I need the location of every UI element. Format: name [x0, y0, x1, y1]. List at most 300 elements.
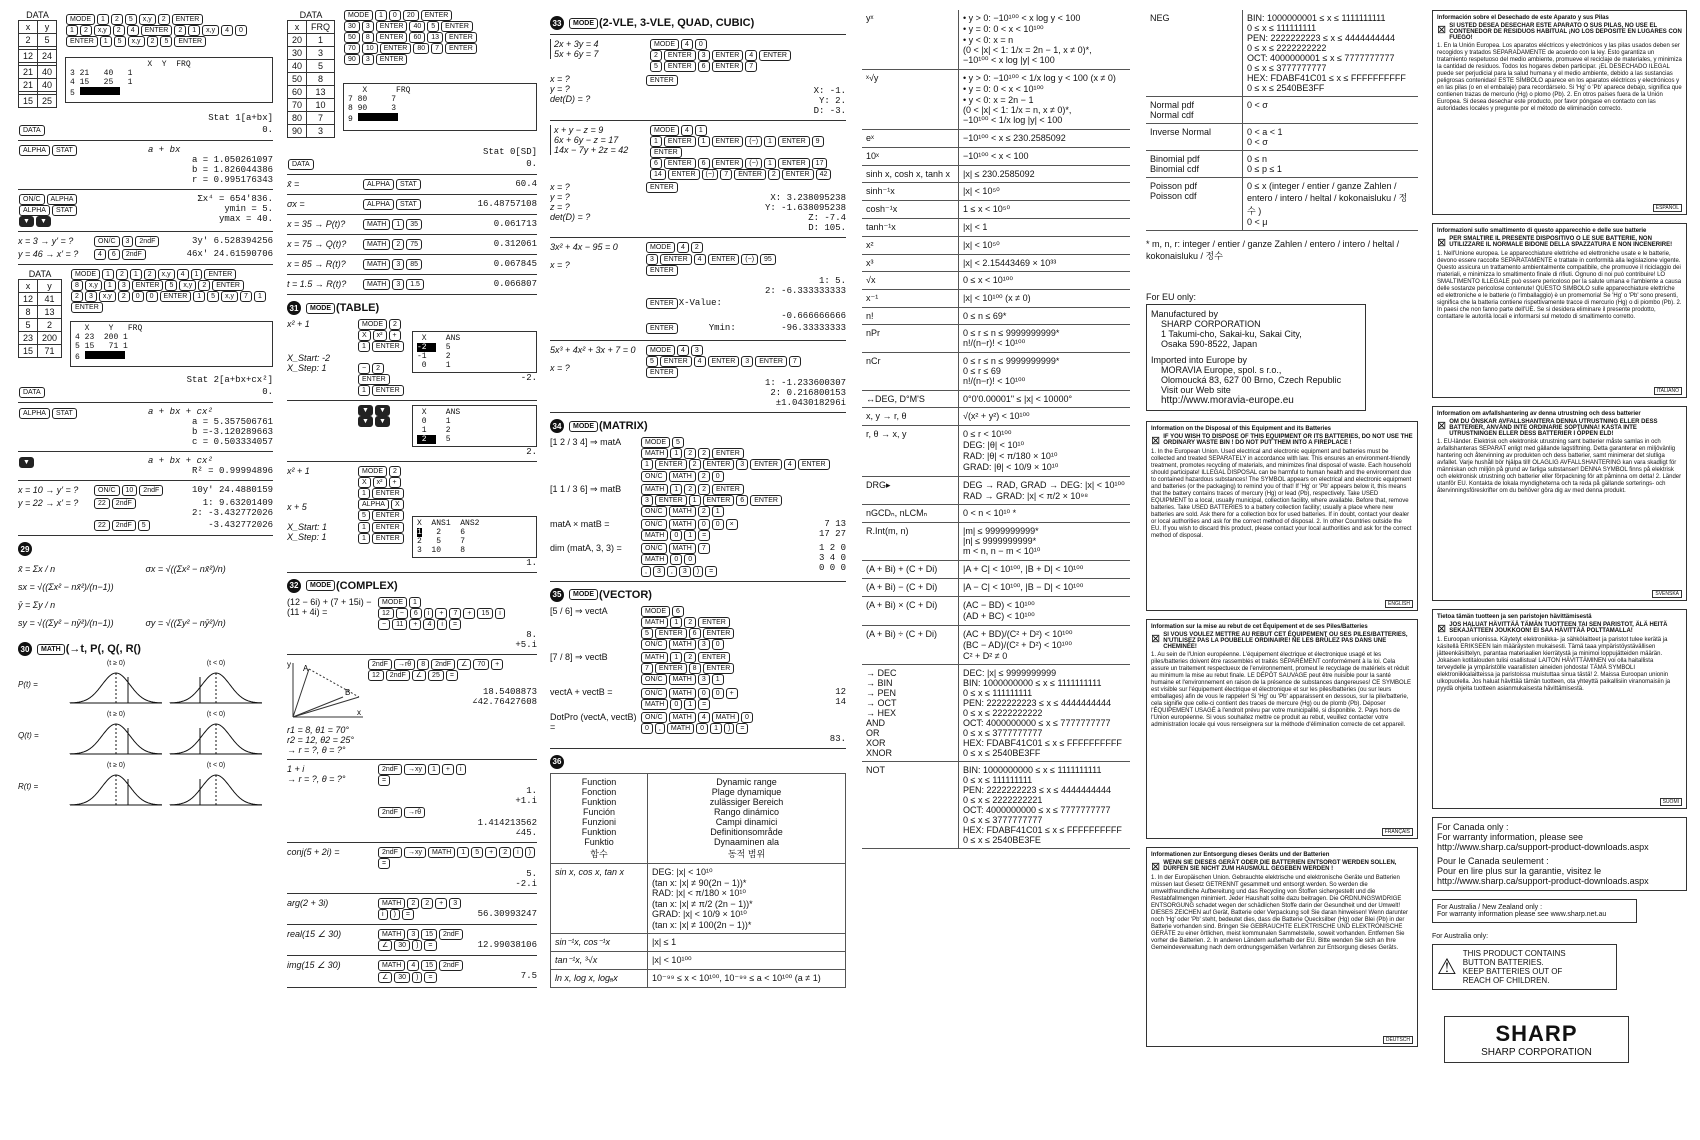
- table-cell: 60: [288, 86, 307, 99]
- function-cell: tan⁻¹x, ³√x: [551, 951, 648, 969]
- col-header: x: [19, 21, 38, 34]
- eq3: x + y − z = 9: [554, 124, 604, 135]
- table-row: [19, 345, 62, 358]
- range-cell: 0 ≤ x < 10¹⁰⁰: [959, 272, 1131, 290]
- table-cell: 21: [19, 79, 38, 92]
- function-header: Function Fonction Funktion Función Funzioni Funktion Funktio 함수: [551, 773, 648, 863]
- range-row: [862, 391, 1130, 408]
- notice-title: Information om avfallshantering av denna utrustning och dess batterier: [1437, 411, 1641, 417]
- table-row: [19, 34, 57, 47]
- function-cell: Normal pdf Normal cdf: [1146, 97, 1243, 124]
- table-cell: 20: [288, 34, 307, 47]
- range-table-col4: [862, 10, 1130, 849]
- batt-line2: BUTTON BATTERIES.: [1462, 958, 1544, 967]
- cubic-eq: 5x³ + 4x² + 3x + 7 = 0: [550, 344, 636, 355]
- data-header-3: DATA: [299, 10, 323, 20]
- polar-diagram: [287, 659, 365, 723]
- eu-only-label: For EU only:: [1146, 292, 1197, 302]
- column-2: DATA x FRQ 20 1 30 3 40 5 50 8 60 13 70 10 80 7 90 3 MODE 1 0 20 ENTER 30 3 ENTER 40 5 ENTER 50 8 ENTER 60 13 ENTER 70 10 ENTER 80 7 ENTER 90 3 ENTER X FRQ 7 80 7 8 90 3 9 Stat 0[SD] DATA 0. x̄ = ALPHA STAT 60.4 σx = ALPHA STAT 16.48757108 x = 35 → P(t)? MATH 1 35 0.061713 x = 75 → Q(t)? MATH 2 75 0.312061 x = 85 → R(t)? MATH 3 85 0.067845 t = 1.5 → R(t)? MATH 3 1.5 0.066807 31 MODE (TABLE) x² + 1 X_Start: -2 X_Step: 1 MODE 2 X x² + 1 ENTER − 2ENTER 1 ENTER X ANS -2 5 -1 2 0 1 -2. ▼ ▼ ▼ ▼ X ANS 0 1 1 2 2 5 2. x² + 1 x + 5 X_Start: 1 X_Step: 1 MODE 2 X x² + 1 ENTER ALPHA X 5 ENTER 1 ENTER 1 ENTER X ANS1 ANS2 1 2 6 2 5 7 3 10 8 1. 32 MODE (COMPLEX) (12 − 6i) + (7 + 15i) − (11 + 4i) = MODE 1 12 − 6 i + 7 + 15 i − 11 + 4 i = 8. +5.i A B x y r1 = 8, θ1 = 70° r2 = 12, θ2 = 25° → r = ?, θ = ?° 2ndF →rθ 8 2ndF ∠ 70 + 12 2ndF ∠ 25 = 18.5408873 ∠42.76427608 1 + i → r = ?, θ = ?° 2ndF →xy 1 + i = 1. +1.i 2ndF →rθ 1.414213562 ∠45. conj(5 + 2i) = 2ndF →xy MATH 1 5 + 2 i )= 5. -2.i arg(2 + 3i) MATH 2 2 + 3 i ) = 56.30993247 real(15 ∠ 30) MATH 3 15 2ndF ∠ 30 ) = 12.99038106 img(15 ∠ 30) MATH 4 15 2ndF ∠ 30 ) = 7.5: [287, 10, 537, 1135]
- canada-title-fr: Pour le Canada seulement :: [1437, 856, 1549, 866]
- function-cell: nGCDₙ, nLCMₙ: [862, 505, 959, 523]
- table-screen-3: X ANS1 ANS2 1 2 6 2 5 7 3 10 8: [412, 516, 537, 558]
- language-tag: ENGLISH: [1385, 600, 1413, 608]
- eq4: 6x + 6y − z = 17: [554, 134, 619, 145]
- section-32-number: 32: [287, 579, 301, 593]
- function-cell: NOT: [862, 762, 959, 849]
- eq-result: X: -1.: [813, 85, 846, 96]
- table-row: [288, 125, 335, 138]
- sharp-logo: SHARP: [1495, 1021, 1578, 1046]
- function-cell: x⁻¹: [862, 290, 959, 308]
- function-cell: yˣ: [862, 10, 959, 70]
- svg-text:B: B: [345, 688, 351, 698]
- range-row: [862, 237, 1130, 255]
- notice-warning-text: WENN SIE DIESES GERÄT ODER DIE BATTERIEN ENTSORGT WERDEN SOLLEN, DÜRFEN SIE NICHT ZUM HAUSMÜLL GEGEBEN WERDEN !: [1163, 860, 1397, 872]
- range-cell: 1 ≤ x < 10⁵⁰: [959, 201, 1131, 219]
- quad-question: x = ?: [550, 260, 570, 271]
- cubic-r2: 2: 0.216800153: [770, 388, 846, 398]
- quad-r1: 1: 5.: [818, 275, 846, 286]
- notice-warning: [1437, 23, 1682, 41]
- curve-row: [18, 762, 273, 811]
- arg-label: arg(2 + 3i): [287, 897, 329, 908]
- stat2-keys: MODE 1 2 1 2 x,y 4 1 ENTER 8 x,y 1 3 ENTER 5 x,y 2 ENTER 2 3 x,y 2 0 0 ENTER 1 5 x,y 7 1ENTER: [70, 269, 273, 313]
- y46-result: 46x' 24.61590706: [186, 249, 273, 260]
- abx-r: r = 0.995176343: [191, 175, 273, 185]
- eq3-result: Y: -1.638095238: [764, 203, 846, 214]
- complex-3-r2: +1.i: [515, 796, 537, 807]
- table-cell: 90: [288, 125, 307, 138]
- function-cell: tanh⁻¹x: [862, 219, 959, 237]
- section-29-number: 29: [18, 542, 32, 556]
- function-cell: ↔DEG, D°M'S: [862, 391, 959, 408]
- range-row: [551, 933, 846, 951]
- complex-3-r1: 1.: [526, 786, 537, 797]
- au-line: For warranty information please see www.sharp.net.au: [1437, 911, 1607, 918]
- range-row: [862, 70, 1130, 130]
- range-row: [862, 426, 1130, 477]
- mat-a-label: ⇒ matA: [590, 437, 622, 447]
- col-header: x: [288, 21, 307, 34]
- conj-r2: -2.i: [515, 878, 537, 889]
- function-cell: x²: [862, 237, 959, 255]
- crossed-bin-icon: ⊠: [1437, 24, 1447, 36]
- range-row: [1146, 151, 1418, 178]
- normal-curve: [68, 769, 164, 809]
- y22-label: y = 22 → x' = ?: [18, 498, 79, 509]
- canada-line-fr: Pour en lire plus sur la garantie, visitez le: [1437, 866, 1602, 876]
- notice-title: Tietoa tämän tuotteen ja sen paristojen hävittämisestä: [1437, 614, 1592, 620]
- dotpro-label: DotPro (vectA, vectB) =: [550, 711, 637, 732]
- canada-link-en[interactable]: http://www.sharp.ca/support-product-downloads.aspx: [1437, 842, 1649, 852]
- curve-panel: [66, 762, 166, 811]
- notice-warning: [1437, 236, 1682, 249]
- table-cell: 80: [288, 112, 307, 125]
- y22-r1: 1: 9.63201409: [202, 498, 273, 509]
- curve-label: P(t) =: [18, 680, 38, 690]
- table-header-row: [288, 21, 335, 34]
- quad-r2: 2: -6.333333333: [764, 285, 846, 296]
- notice-body: 1. In the European Union. Used electrical and electronic equipment and batteries must be collected and treated SEPARATELY in accordance with law. This ensures an environment-friendly treatment, promotes recycling of materials, and minimizes final disposal of waste. Each household should participate! ILLEGAL DISPOSAL can be harmful to human health and the environment due to contained hazardous substances! The SYMBOL appears on electrical and electronic equipment and batteries (or the packaging) to remind you of that! If 'Hg' or 'Pb' appears below it, this means that the battery contains traces of mercury (Hg) or lead (Pb), respectively. Take USED EQUIPMENT to a local, usually municipal, collection facility, where available. Before that, remove batteries. Take USED BATTERIES to a battery collection facility; usually a place where new batteries are sold. Ask there for a collection box for used batteries. If in doubt, contact your dealer or local authorities and ask for the correct method of disposal. 2. In other Countries outside the EU. If you wish to discard this product, please contact your local authorities and ask for the correct method of disposal.: [1151, 449, 1412, 539]
- y46-label: y = 46 → x' = ?: [18, 249, 79, 260]
- x10-result: 10y' 24.4880159: [191, 485, 273, 496]
- function-cell: (A + Bi) ÷ (C + Di): [862, 626, 959, 665]
- table-cell: 70: [288, 99, 307, 112]
- notice-body: 1. In der Europäischen Union. Gebrauchte elektrische und elektronische Geräte und Batterien müssen laut Gesetz GETRENNT gesammelt und entsorgt werden. So werden die umweltfreundliche Aufbereitung und das Recycling von Stoffen sichergestellt und die Restabfallmengen minimiert. Jeder Haushalt sollte dazu beitragen. Die ORDNUNGSWIDRIGE ENTSORGUNG schadet wegen der schädlichen Stoffe darin der Gesundheit und der Umwelt! DIESES ZEICHEN auf Gerät, Batterie oder Verpackung soll Sie daran hinweisen! Wenn darunter noch 'Hg' oder 'Pb' steht, bedeutet dies, dass die Batterie Quecksilber (Hg) oder Blei (Pb) in der Batterie vorhanden sind. Bringen Sie GEBRAUCHTE ELEKTRISCHE UND ELEKTRONISCHE GERÄTE zu einer örtlichen, meist kommunalen Sammelstelle, soweit vorhanden. Entfernen Sie vorher die Batterien. 2. In anderen Ländern außerhalb der EU. Bitte wenden Sie sich an Ihre Gemeindeverwaltung nach dem ordnungsgemäßen Verfahren zur Entsorgung dieses Geräts.: [1151, 875, 1409, 951]
- section-30-number: 30: [18, 642, 32, 656]
- frq-data-table: [287, 10, 335, 157]
- quad-ymin-label: Ymin:: [708, 322, 736, 333]
- table-cell: 40: [288, 60, 307, 73]
- col-header: y: [38, 280, 62, 293]
- curve-panel: [166, 660, 266, 709]
- curve-panel: [166, 711, 266, 760]
- function-cell: Poisson pdf Poisson cdf: [1146, 178, 1243, 231]
- range-row: [862, 523, 1130, 561]
- curve-row: [18, 711, 273, 760]
- table-cell: 13: [38, 306, 62, 319]
- section-30-title: (→t, P(, Q(, R(): [65, 643, 141, 656]
- range-row: [1146, 10, 1418, 97]
- data-header: DATA: [26, 10, 49, 20]
- disposal-notice: [1432, 609, 1687, 809]
- section-31-number: 31: [287, 301, 301, 315]
- svg-text:y: y: [287, 660, 291, 670]
- quad-xvalue: -0.666666666: [781, 310, 846, 321]
- sum-x4: Σx⁴ = 654'836.: [197, 194, 273, 204]
- curve-caption: (t ≥ 0): [106, 660, 126, 668]
- range-row: [862, 626, 1130, 665]
- formula-sx: sx = √((Σx² − nx̄²)/(n−1)): [18, 582, 114, 593]
- range-row: [1146, 97, 1418, 124]
- p35-label: x = 35 → P(t)?: [287, 219, 346, 229]
- battery-warning-box: [1432, 944, 1617, 990]
- complex-3-r3: 1.414213562: [477, 817, 537, 828]
- eq3-question: x = ?: [550, 182, 570, 193]
- range-row: [862, 597, 1130, 626]
- eq-question: x = ?: [550, 74, 570, 85]
- function-cell: NEG: [1146, 10, 1243, 97]
- curve-caption: (t < 0): [206, 762, 226, 770]
- notice-title: Information on the Disposal of this Equipment and its Batteries: [1151, 426, 1332, 432]
- stat2-screen: X Y FRQ 4 23 200 1 5 15 71 1 6: [70, 321, 273, 367]
- dim-row: 3 4 0: [818, 553, 846, 564]
- eq2: 5x + 6y = 7: [554, 49, 599, 59]
- range-table-36: [550, 773, 846, 988]
- table-row: [288, 34, 335, 47]
- p35-value: 0.061713: [493, 219, 537, 229]
- notice-title: Informazioni sullo smaltimento di questo apparecchio e delle sue batterie: [1437, 228, 1647, 234]
- r85-value: 0.067845: [493, 259, 537, 269]
- column-3: 33 MODE (2-VLE, 3-VLE, QUAD, CUBIC) 2x + 3y = 4 5x + 6y = 7 MODE 4 0 2 ENTER 3 ENTER 4 ENTER 5 ENTER 6 ENTER 7 x = ? y = ? det(D) = ? ENTER X: -1. Y: 2. D: -3. x + y − z = 9 6x + 6y − z = 17 14x − 7y + 2z = 42 MODE 4 1 1 ENTER 1 ENTER (−) 1 ENTER 9ENTER 6 ENTER 6 ENTER (−) 1 ENTER 17 14 ENTER (−) 7 ENTER 2 ENTER 42 x = ? y = ? z = ? det(D) = ? ENTER X: 3.238095238 Y: -1.638095238 Z: -7.4 D: 105. 3x² + 4x − 95 = 0 x = ? MODE 4 2 3 ENTER 4 ENTER (−) 95 ENTER 1: 5. 2: -6.333333333 ENTER X-Value: -0.666666666 ENTER Ymin: -96.33333333 5x³ + 4x² + 3x + 7 = 0 x = ? MODE 4 3 5 ENTER 4 ENTER 3 ENTER 7 ENTER 1: -1.233600307 2: 0.216800153 ±1.043018296i 34 MODE (MATRIX) [1 2 / 3 4] ⇒ matA MODE 5 MATH 1 2 2 ENTER 1 ENTER 2 ENTER 3 ENTER 4 ENTER ON/C MATH 2 0 [1 1 / 3 6] ⇒ matB MATH 1 2 2 ENTER 3 ENTER 1 ENTER 6 ENTER ON/C MATH 2 1 matA × matB = ON/C MATH 0 0 × MATH 0 1 = 7 13 17 27 dim (matA, 3, 3) = ON/C MATH 7 MATH 0 0 , 3 , 3 ) = 1 2 0 3 4 0 0 0 0 35 MODE (VECTOR) [5 / 6] ⇒ vectA MODE 6 MATH 1 2 ENTER 5 ENTER 6 ENTER ON/C MATH 3 0 [7 / 8] ⇒ vectB MATH 1 2 ENTER 7 ENTER 8 ENTER ON/C MATH 3 1 vectA + vectB = ON/C MATH 0 0 + MATH 0 1 = 12 14 DotPro (vectA, vectB) = ON/C MATH 4 MATH 0 0 , MATH 0 1 ) = 83. 36 Function Fonction Funktion Función Funzioni Funktion Funktio 함수 Dynamic range Plage dynamique zulässiger Bereich Rango dinámico Campi dinamici Definitionsområde Dynaaminen ala 동적 범위 sin x, cos x, tan x DEG: |x| < 10¹⁰ (tan x: |x| ≠ 90(2n − 1))* RAD: |x| < π/180 × 10¹⁰ (tan x: |x| ≠ π/2 (2n − 1))* GRAD: |x| < 10/9 × 10¹⁰ (tan x: |x| ≠ 100(2n − 1))* sin⁻¹x, cos⁻¹x |x| ≤ 1 tan⁻¹x, ³√x |x| < 10¹⁰⁰ ln x, log x, logₐx 10⁻⁹⁹ ≤ x < 10¹⁰⁰, 10⁻⁹⁹ ≤ a < 10¹⁰⁰ (a ≠ 1): [550, 10, 846, 1135]
- table-display: -2.: [520, 373, 537, 383]
- crossed-bin-icon: ⊠: [1151, 633, 1161, 645]
- moravia-link[interactable]: http://www.moravia-europe.eu: [1161, 395, 1294, 406]
- ox-label: σx =: [287, 199, 305, 209]
- function-cell: r, θ → x, y: [862, 426, 959, 477]
- range-header: Dynamic range Plage dynamique zulässiger Bereich Rango dinámico Campi dinamici Definitionsområde Dynaaminen ala 동적 범위: [648, 773, 846, 863]
- frq-table: [287, 20, 335, 138]
- section-33-title: (2-VLE, 3-VLE, QUAD, CUBIC): [599, 17, 755, 29]
- formula-oy: σy = √((Σy² − nȳ²)/n): [145, 618, 226, 629]
- table-cell: 40: [38, 66, 57, 79]
- section-32-title: (COMPLEX): [336, 579, 398, 592]
- range-row: [862, 219, 1130, 237]
- sharp-logo-box: [1444, 1016, 1629, 1063]
- batt-line4: REACH OF CHILDREN.: [1462, 976, 1550, 985]
- curve-caption: (t < 0): [206, 660, 226, 668]
- function-cell: ln x, log x, logₐx: [551, 969, 648, 987]
- visit-label: Visit our Web site: [1161, 385, 1231, 395]
- col-header: x: [19, 280, 38, 293]
- real-result: 12.99038106: [477, 940, 537, 951]
- polar-r-result: 18.5408873: [482, 687, 537, 698]
- quad-equation-2: a + bx + cx²: [148, 456, 213, 467]
- importer-name: MORAVIA Europe, spol. s r.o.,: [1161, 365, 1282, 375]
- function-cell: Inverse Normal: [1146, 124, 1243, 151]
- table-cell: 200: [38, 332, 62, 345]
- section-34-title: (MATRIX): [599, 420, 648, 432]
- table-cell: 24: [38, 50, 57, 63]
- function-cell: Binomial pdf Binomial cdf: [1146, 151, 1243, 178]
- table-cell: 23: [19, 332, 38, 345]
- range-row: [862, 308, 1130, 325]
- curve-panel: [66, 711, 166, 760]
- normal-curve: [168, 769, 264, 809]
- curve-caption: (t < 0): [206, 711, 226, 719]
- curve-panel: [166, 762, 266, 811]
- table-cell: 40: [38, 79, 57, 92]
- language-tag: DEUTSCH: [1383, 1036, 1413, 1044]
- range-cell: |x| < 10⁵⁰: [959, 183, 1131, 201]
- function-cell: ˣ√y: [862, 70, 959, 130]
- curve-panel: [66, 660, 166, 709]
- table-fx: x² + 1: [287, 319, 310, 329]
- crossed-bin-icon: ⊠: [1437, 237, 1447, 249]
- table-row: [19, 79, 57, 92]
- range-cell: 0 ≤ r < 10¹⁰⁰ DEG: |θ| < 10¹⁰ RAD: |θ| < π/180 × 10¹⁰ GRAD: |θ| < 10/9 × 10¹⁰: [959, 426, 1131, 477]
- complex-1-imag: +5.i: [515, 640, 537, 651]
- australia-box: [1432, 899, 1637, 923]
- stat0-display: Stat 0[SD]: [482, 147, 537, 157]
- table-cell: 8: [307, 73, 335, 86]
- table-row: [288, 60, 335, 73]
- section-33-number: 33: [550, 16, 564, 30]
- range-cell: DEG → RAD, GRAD → DEG: |x| < 10¹⁰⁰ RAD → GRAD: |x| < π/2 × 10⁹⁸: [959, 477, 1131, 505]
- img-label: img(15 ∠ 30): [287, 960, 341, 971]
- mat-ab-row: 17 27: [818, 528, 846, 539]
- function-cell: sin⁻¹x, cos⁻¹x: [551, 933, 648, 951]
- stat1-display: Stat 1[a+bx]: [208, 113, 273, 123]
- polar-r2: r2 = 12, θ2 = 25°: [287, 735, 355, 746]
- range-row: [862, 10, 1130, 70]
- range-row: [862, 408, 1130, 426]
- vect-ab-label: vectA + vectB =: [550, 687, 613, 698]
- range-cell: |x| ≤ 1: [648, 933, 846, 951]
- range-row: [551, 969, 846, 987]
- fx2: x² + 1: [287, 465, 310, 476]
- table-cell: 21: [19, 66, 38, 79]
- section-36-number: 36: [550, 755, 564, 769]
- function-cell: eˣ: [862, 130, 959, 148]
- table-row: [19, 95, 57, 108]
- table-cell: 12: [19, 50, 38, 63]
- crossed-bin-icon: ⊠: [1437, 623, 1447, 635]
- eq-result: Y: 2.: [818, 95, 846, 106]
- range-cell: • y > 0: −10¹⁰⁰ < 1/x log y < 100 (x ≠ 0) • y = 0: 0 < x < 10¹⁰⁰ • y < 0: x = 2n − 1 (0 < |x| < 1: 1/x = n, x ≠ 0)*, −10¹⁰⁰ < 1/x log |y| < 100: [959, 70, 1131, 130]
- x3-label: x = 3 → y' = ?: [18, 236, 74, 247]
- table-cell: 15: [19, 345, 38, 358]
- fx3: x + 5: [287, 501, 307, 512]
- frq-keys: MODE 1 0 20 ENTER 30 3 ENTER 40 5 ENTER 50 8 ENTER 60 13 ENTER 70 10 ENTER 80 7 ENTER 90 3 ENTER: [343, 10, 537, 65]
- range-cell: (AC − BD) < 10¹⁰⁰ (AD + BC) < 10¹⁰⁰: [959, 597, 1131, 626]
- range-cell: |x| < 10⁵⁰: [959, 237, 1131, 255]
- disposal-notices-col6: [1432, 10, 1687, 809]
- table-cell: 13: [307, 86, 335, 99]
- table-cell: 1: [307, 34, 335, 47]
- table-cell: 2: [38, 319, 62, 332]
- table-cell: 25: [38, 95, 57, 108]
- range-cell: 0 < a < 1 0 < σ: [1243, 124, 1419, 151]
- svg-text:A: A: [303, 664, 309, 674]
- t15-label: t = 1.5 → R(t)?: [287, 279, 347, 289]
- language-tag: ESPAÑOL: [1653, 204, 1682, 212]
- range-cell: BIN: 1000000001 ≤ x ≤ 1111111111 0 ≤ x ≤ 111111111 PEN: 2222222223 ≤ x ≤ 4444444444 0 ≤ x ≤ 2222222222 OCT: 4000000001 ≤ x ≤ 7777777777 0 ≤ x ≤ 3777777777 HEX: FDABF41C01 ≤ x ≤ FFFFFFFFFF 0 ≤ x ≤ 2540BE3FF: [1243, 10, 1419, 97]
- stat1-keys: MODE 1 2 5 x,y 2 ENTER 1 2 x,y 2 4 ENTER 2 1 x,y 4 0 ENTER 1 5 x,y 2 5 ENTER: [65, 14, 273, 47]
- dotpro-result: 83.: [829, 733, 846, 744]
- complex-3-question: → r = ?, θ = ?°: [287, 774, 346, 785]
- range-cell: 0 ≤ r ≤ n ≤ 9999999999* 0 ≤ r ≤ 69 n!/(n−r)! < 10¹⁰⁰: [959, 353, 1131, 391]
- range-row: [551, 863, 846, 933]
- col-header: FRQ: [307, 21, 335, 34]
- notice-body: 1. Nell'Unione europea. Le apparecchiature elettriche ed elettroniche usate e le batterie, devono essere raccolte SEPARATAMENTE e trattate in conformità alla legislazione vigente. Questo assicura un trattamento ambientalmente compatibile, che promuove il riciclaggio dei materiali, e minimizza lo smaltimento finale di rifiuti. Ognuno di noi può contribuire! LO SMALTIMENTO ILLEGALE può essere pericoloso per la salute umana e l'ambiente a causa delle sostanze pericolose contenute! QUESTO SIMBOLO sulle apparecchiature elettriche ed elettroniche e le batterie (o l'imballaggio) è un promemoria! Se 'Hg' o 'Pb' sono presenti, significa che la batteria contiene rispettivamente tracce di mercurio (Hg) o di piombo (Pb). 2. In paesi che non fanno parte dell'UE. Se si desidera eliminare il presente prodotto, contattare le autorità locali e informarsi sul metodo di smaltimento corretto.: [1437, 251, 1682, 320]
- data-table-2: [18, 279, 62, 358]
- formula-sy: sy = √((Σy² − nȳ²)/(n−1)): [18, 618, 114, 629]
- normal-curve: [68, 718, 164, 758]
- range-cell: |x| < 2.15443469 × 10³³: [959, 255, 1131, 272]
- batt-line3: KEEP BATTERIES OUT OF: [1462, 967, 1563, 976]
- mat-ab-row: 7 13: [824, 518, 846, 529]
- polar-question: → r = ?, θ = ?°: [287, 745, 346, 756]
- stat1-zero: 0.: [262, 125, 273, 135]
- dim-row: 1 2 0: [818, 543, 846, 554]
- xbar-label: x̄ =: [287, 179, 300, 189]
- table-cell: 7: [307, 112, 335, 125]
- range-cell: 0 < n < 10¹⁰ *: [959, 505, 1131, 523]
- column-6: [1432, 10, 1687, 1135]
- range-cell: |x| < 10¹⁰⁰ (x ≠ 0): [959, 290, 1131, 308]
- eq-result: D: -3.: [813, 105, 846, 116]
- table-header-row: [19, 280, 62, 293]
- table-cell: 8: [19, 306, 38, 319]
- distribution-curves: [18, 660, 273, 811]
- function-cell: (A + Bi) + (C + Di): [862, 561, 959, 579]
- range-cell: |x| < 1: [959, 219, 1131, 237]
- vect-ab-row: 12: [835, 687, 846, 698]
- notice-warning: [1437, 622, 1682, 635]
- eq-question: y = ?: [550, 84, 570, 95]
- range-footnote: * m, n, r: integer / entier / ganze Zahlen / entero / intero / heltal / kokonaisluku / 정수: [1146, 239, 1400, 261]
- t15-value: 0.066807: [493, 279, 537, 289]
- table-screen: X ANS -2 5 -1 2 0 1: [412, 331, 537, 373]
- notice-body: 1. Euroopan unionissa. Käytetyt elektroniikka- ja sähkölaitteet ja paristot tulee kerätä ja käsitellä ERIKSEEN lain määräysten mukaisesti. Tämä taaa ympäristöystävällisen jätteenkäsittelyn, parantaa materiaalien kierrätystä ja minimoi loppujätteiden määrän. Jokaisen kotitalouden tulisi osallistua! LAITON HÄVITTÄMINEN voi olla haitallista terveydelle ja ympäristölle vaarallisten aineiden johdosta! TÄMÄ SYMBOLI elektroniikkalaitteissa ja paristoissa muistuttaa sinua tästä! 2. Maissa Euroopan unionin ulkopuolella. Jos haluat hävittää tämän tuotteen, ota yhteyttä paikallisiin viranomaisiin ja pyydä ohjeita tuotteen asianmukaisesta hävittämisestä.: [1437, 637, 1671, 692]
- q75-label: x = 75 → Q(t)?: [287, 239, 347, 249]
- table-cell: 71: [38, 345, 62, 358]
- range-row: [862, 505, 1130, 523]
- table-cell: 5: [19, 319, 38, 332]
- table-row: [19, 306, 62, 319]
- section-35-title: (VECTOR): [599, 588, 652, 601]
- abx-a: a = 1.050261097: [191, 155, 273, 165]
- canada-link-fr[interactable]: http://www.sharp.ca/support-product-downloads.aspx: [1437, 876, 1649, 886]
- notice-warning-text: IF YOU WISH TO DISPOSE OF THIS EQUIPMENT OR ITS BATTERIES, DO NOT USE THE ORDINARY WASTE BIN ! DO NOT PUT THEM INTO A FIREPLACE !: [1163, 434, 1413, 446]
- function-cell: (A + Bi) − (C + Di): [862, 579, 959, 597]
- crossed-bin-icon: ⊠: [1437, 420, 1447, 432]
- abx-b: b = 1.826044386: [191, 165, 273, 175]
- range-cell: DEC: |x| ≤ 9999999999 BIN: 1000000000 ≤ x ≤ 1111111111 0 ≤ x ≤ 111111111 PEN: 2222222223 ≤ x ≤ 4444444444 0 ≤ x ≤ 2222222222 OCT: 4000000000 ≤ x ≤ 7777777777 0 ≤ x ≤ 3777777777 HEX: FDABF41C01 ≤ x ≤ FFFFFFFFFF 0 ≤ x ≤ 2540BE3FF: [959, 665, 1131, 762]
- eq3-question: y = ?: [550, 192, 570, 203]
- range-cell: 0°0'0.00001" ≤ |x| < 10000°: [959, 391, 1131, 408]
- range-cell: −10¹⁰⁰ < x ≤ 230.2585092: [959, 130, 1131, 148]
- range-cell: |x| ≤ 230.2585092: [959, 166, 1131, 183]
- table-row: [19, 50, 57, 63]
- normal-curve: [168, 667, 264, 707]
- importer-addr: Olomoucká 83, 627 00 Brno, Czech Republic: [1161, 375, 1342, 385]
- table-cell: 10: [307, 99, 335, 112]
- range-row: [1146, 124, 1418, 151]
- stat2-data-table: [18, 269, 62, 385]
- section-34-number: 34: [550, 419, 564, 433]
- stat1-screen: X Y FRQ 3 21 40 1 4 15 25 1 5: [65, 57, 273, 103]
- mat-b-label: ⇒ matB: [590, 483, 622, 494]
- function-cell: n!: [862, 308, 959, 325]
- table-cell: 30: [288, 47, 307, 60]
- vect-a-label: ⇒ vectA: [575, 605, 608, 616]
- mode-key: MODE: [66, 14, 95, 25]
- ox-value: 16.48757108: [477, 199, 537, 209]
- normal-curve: [168, 718, 264, 758]
- quad-a: a = 5.357506761: [191, 417, 273, 428]
- notice-warning: [1151, 632, 1413, 650]
- svg-text:x: x: [357, 708, 361, 718]
- real-label: real(15 ∠ 30): [287, 929, 342, 939]
- data-header-2: DATA: [28, 269, 52, 280]
- function-cell: 10ˣ: [862, 148, 959, 166]
- language-tag: FRANÇAIS: [1382, 828, 1413, 836]
- disposal-notices-col5: [1146, 421, 1418, 1047]
- eq3-result: Z: -7.4: [808, 213, 846, 224]
- eq5: 14x − 7y + 2z = 42: [554, 144, 629, 155]
- ymax: ymax = 40.: [218, 214, 273, 224]
- table-cell: 50: [288, 73, 307, 86]
- y22-r3: -3.432772026: [208, 520, 273, 531]
- disposal-notice: [1432, 223, 1687, 398]
- function-cell: √x: [862, 272, 959, 290]
- x-start: X_Start: -2: [287, 353, 331, 363]
- warning-triangle-icon: ⚠: [1437, 954, 1457, 979]
- eq3-result: D: 105.: [808, 223, 846, 234]
- table-cell: 15: [19, 95, 38, 108]
- polar-r1: r1 = 8, θ1 = 70°: [287, 725, 350, 736]
- function-cell: x³: [862, 255, 959, 272]
- au-only-label: For Australia only:: [1432, 933, 1489, 940]
- notice-warning-text: SI VOUS VOULEZ METTRE AU REBUT CET ÉQUIPEMENT OU SES PILES/BATTERIES, N'UTILISEZ PAS LA POUBELLE ORDINAIRE! NE LES BRÛLEZ PAS DANS UNE CHEMINÉE!: [1163, 632, 1408, 650]
- canada-box: [1432, 817, 1687, 891]
- notice-title: Information sur la mise au rebut de cet Équipement et de ses Piles/Batteries: [1151, 624, 1368, 630]
- table-row: [288, 112, 335, 125]
- language-tag: SUOMI: [1660, 798, 1682, 806]
- stat1-data-table: [18, 10, 57, 123]
